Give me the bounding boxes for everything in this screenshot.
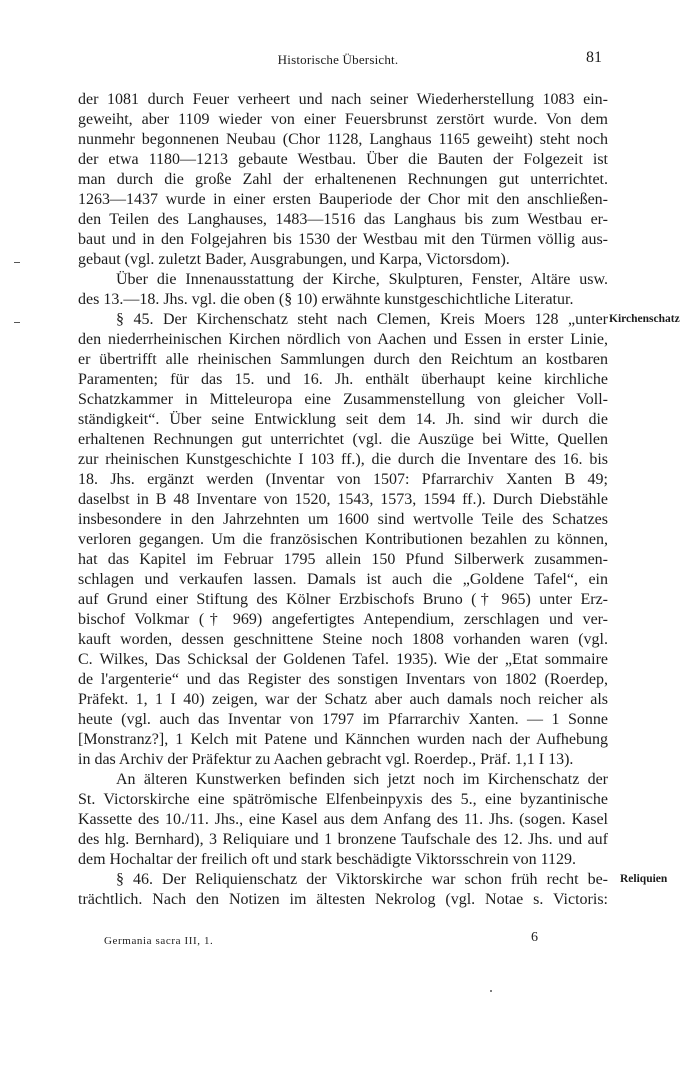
text-line: Über die Innenausstattung der Kirche, Skulpturen, Fenster, Altäre usw. xyxy=(116,271,608,288)
text-line: insbesondere in den Jahrzehnten um 1600 sind wertvolle Teile des Schatzes xyxy=(78,511,608,528)
footer-sheet-number: 6 xyxy=(531,930,538,945)
footer-signature: Germania sacra III, 1. xyxy=(104,935,214,947)
text-line: des hlg. Bernhard), 3 Reliquiare und 1 bronzene Taufschale des 12. Jhs. und auf xyxy=(78,831,608,848)
text-line: der 1081 durch Feuer verheert und nach seiner Wiederherstellung 1083 ein- xyxy=(78,91,608,108)
text-line: C. Wilkes, Das Schicksal der Goldenen Tafel. 1935). Wie der „Etat sommaire xyxy=(78,651,608,668)
text-line: zur rheinischen Kunstgeschichte I 103 ff.), die durch die Inventare des 16. bis xyxy=(78,451,608,468)
text-line: 18. Jhs. ergänzt werden (Inventar von 1507: Pfarrarchiv Xanten B 49; xyxy=(78,471,608,488)
text-line: geweiht, aber 1109 wieder von einer Feuersbrunst zerstört wurde. Von dem xyxy=(78,111,608,128)
text-line: St. Victorskirche eine spätrömische Elfenbeinpyxis des 5., eine byzantinische xyxy=(78,791,608,808)
text-line: de l'argenterie“ und das Register des sonstigen Inventars von 1802 (Roerdep, xyxy=(78,671,608,688)
text-line: heute (vgl. auch das Inventar von 1797 im Pfarrarchiv Xanten. — 1 Sonne xyxy=(78,711,608,728)
text-line: baut und in den Folgejahren bis 1530 der Westbau mit den Türmen völlig aus- xyxy=(78,231,608,248)
text-line: der etwa 1180—1213 gebaute Westbau. Über die Bauten der Folgezeit ist xyxy=(78,151,608,168)
page-number: 81 xyxy=(586,49,602,66)
text-line: daselbst in B 48 Inventare von 1520, 1543, 1573, 1594 ff.). Durch Diebstähle xyxy=(78,491,608,508)
text-line: nunmehr begonnenen Neubau (Chor 1128, Langhaus 1165 geweiht) steht noch xyxy=(78,131,608,148)
text-line: schlagen und verkaufen lassen. Damals ist auch die „Goldene Tafel“, ein xyxy=(78,571,608,588)
text-line: des 13.—18. Jhs. vgl. die oben (§ 10) erwähnte kunstgeschichtliche Literatur. xyxy=(78,291,574,308)
text-line: den Teilen des Langhauses, 1483—1516 das Langhaus bis zum Westbau er- xyxy=(78,211,608,228)
text-line: kauft worden, dessen geschnittene Steine noch 1808 vorhanden waren (vgl. xyxy=(78,631,608,648)
text-line: trächtlich. Nach den Notizen im ältesten Nekrolog (vgl. Notae s. Victoris: xyxy=(78,891,608,908)
text-line: Präfekt. 1, 1 I 40) zeigen, war der Schatz aber auch damals noch reicher als xyxy=(78,691,608,708)
text-line: erhaltenen Rechnungen gut unterrichtet (vgl. die Auszüge bei Witte, Quellen xyxy=(78,431,608,448)
text-line: An älteren Kunstwerken befinden sich jetzt noch im Kirchenschatz der xyxy=(116,771,608,788)
speck-dot xyxy=(490,990,492,992)
text-line: ständigkeit“. Über seine Entwicklung seit dem 14. Jh. sind wir durch die xyxy=(78,411,608,428)
text-line: in das Archiv der Präfektur zu Aachen gebracht vgl. Roerdep., Präf. 1,1 I 13). xyxy=(78,751,574,768)
text-line: Schatzkammer in Mitteleuropa eine Zusammenstellung von gleicher Voll- xyxy=(78,391,608,408)
text-line: den niederrheinischen Kirchen nördlich von Aachen und Essen in erster Linie, xyxy=(78,331,608,348)
margin-dash-mark xyxy=(14,262,20,263)
text-line: bischof Volkmar († 969) angefertigtes Antependium, zerschlagen und ver- xyxy=(78,611,608,628)
text-line: Paramenten; für das 15. und 16. Jh. enthält überhaupt keine kirchliche xyxy=(78,371,608,388)
text-line: verloren gegangen. Um die französischen Kontributionen bezahlen zu können, xyxy=(78,531,608,548)
margin-dash-mark xyxy=(14,322,20,323)
text-line: § 46. Der Reliquienschatz der Viktorskirche war schon früh recht be- xyxy=(116,871,608,888)
text-line: hat das Kapitel im Februar 1795 allein 150 Pfund Silberwerk zusammen- xyxy=(78,551,608,568)
text-line: er übertrifft alle rheinischen Sammlungen durch den Reichtum an kostbaren xyxy=(78,351,608,368)
text-line: 1263—1437 wurde in einer ersten Bauperiode der Chor mit den anschließen- xyxy=(78,191,608,208)
text-line: dem Hochaltar der freilich oft und stark beschädigte Viktorsschrein von 1129. xyxy=(78,851,577,868)
text-line: man durch die große Zahl der erhaltenenen Rechnungen gut unterrichtet. xyxy=(78,171,608,188)
margin-note-kirchenschatz: Kirchenschatz xyxy=(609,313,680,325)
text-line: [Monstranz?], 1 Kelch mit Patene und Kännchen wurden nach der Aufhebung xyxy=(78,731,608,748)
page-header-title: Historische Übersicht. xyxy=(277,52,399,67)
text-line: auf Grund einer Stiftung des Kölner Erzbischofs Bruno († 965) unter Erz- xyxy=(78,591,608,608)
text-line: gebaut (vgl. zuletzt Bader, Ausgrabungen, und Karpa, Victorsdom). xyxy=(78,251,510,268)
margin-note-reliquien: Reliquien xyxy=(620,873,668,885)
text-line: § 45. Der Kirchenschatz steht nach Clemen, Kreis Moers 128 „unter xyxy=(116,311,608,328)
text-line: Kassette des 10./11. Jhs., eine Kasel aus dem Anfang des 11. Jhs. (sogen. Kasel xyxy=(78,811,608,828)
